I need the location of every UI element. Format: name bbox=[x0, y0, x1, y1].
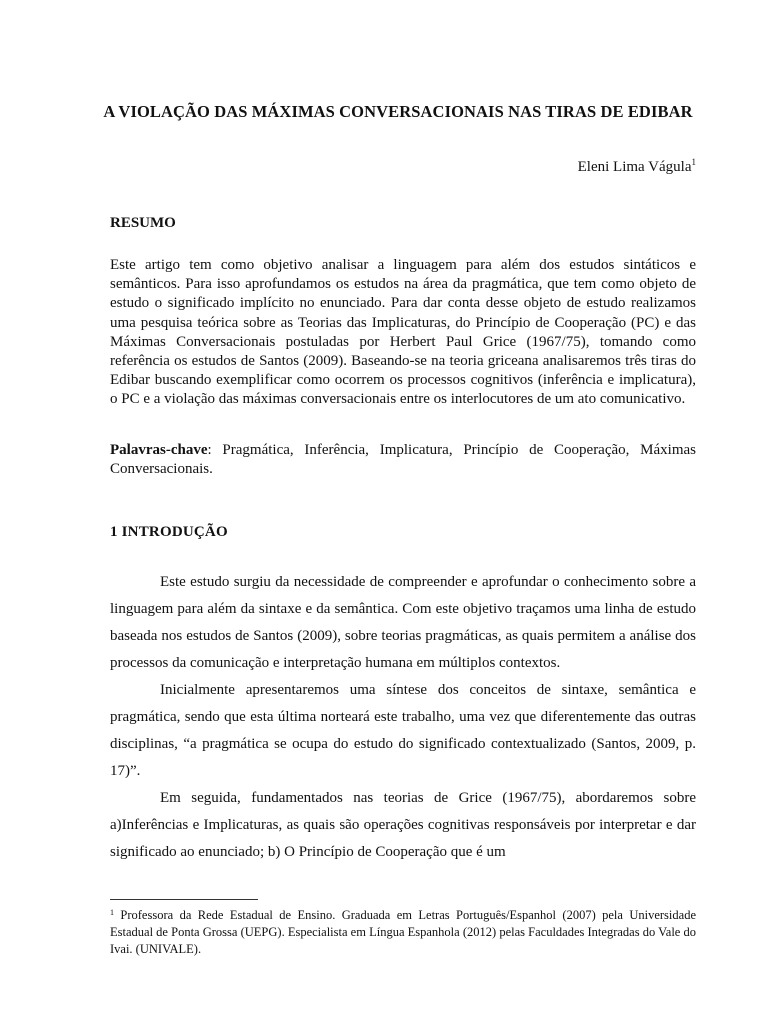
body-paragraph: Este estudo surgiu da necessidade de compreender e aprofundar o conhecimento sobre a linguagem para além da sintaxe e da semântica. Com este objetivo traçamos uma linha de estudo baseada nos estudos de Santos (2009), sobre teorias pragmáticas, as quais permitem a análise dos processos da comunicação e interpretação humana em múltiplos contextos. bbox=[110, 574, 696, 671]
abstract-heading: RESUMO bbox=[110, 215, 176, 231]
body-paragraph: Inicialmente apresentaremos uma síntese dos conceitos de sintaxe, semântica e pragmática, sendo que esta última norteará este trabalho, uma vez que diferentemente das outras disciplinas, “a pragmática se ocupa do estudo do significado contextualizado (Santos, 2009, p. 17)”. bbox=[110, 682, 696, 779]
keywords-list: : Pragmática, Inferência, Implicatura, Princípio de Cooperação, Máximas Conversacionais. bbox=[110, 442, 696, 478]
author-footnote-marker: 1 bbox=[691, 157, 696, 167]
footnote-separator bbox=[110, 899, 258, 900]
section-heading-introduction: 1 INTRODUÇÃO bbox=[110, 524, 228, 540]
footnote-marker: 1 bbox=[110, 908, 114, 917]
keywords bbox=[110, 441, 696, 479]
footnote-text: Professora da Rede Estadual de Ensino. Graduada em Letras Português/Espanhol (2007) pela Universidade Estadual de Ponta Grossa (UEPG). Especialista em Língua Espanhola (2012) pelas Faculdades Integradas do Vale do Ivai. (UNIVALE). bbox=[110, 908, 696, 956]
abstract-text: Este artigo tem como objetivo analisar a linguagem para além dos estudos sintáticos e semânticos. Para isso aprofundamos os estudos na área da pragmática, que tem como objeto de estudo o significado implícito no enunciado. Para dar conta desse objeto de estudo realizamos uma pesquisa teórica sobre as Teorias das Implicaturas, do Princípio de Cooperação (PC) e das Máximas Conversacionais postuladas por Herbert Paul Grice (1967/75), tomando como referência os estudos de Santos (2009). Baseando-se na teoria griceana analisaremos três tiras do Edibar buscando exemplificar como ocorrem os processos cognitivos (inferência e implicatura), o PC e a violação das máximas conversacionais entre os interlocutores de um ato comunicativo. bbox=[110, 257, 696, 408]
paper-title: A VIOLAÇÃO DAS MÁXIMAS CONVERSACIONAIS NAS TIRAS DE EDIBAR bbox=[103, 102, 693, 121]
author-name: Eleni Lima Vágula bbox=[577, 159, 692, 175]
keywords-label: Palavras-chave bbox=[110, 442, 208, 458]
footnote bbox=[110, 904, 696, 958]
author-line bbox=[578, 153, 696, 176]
introduction-body bbox=[110, 569, 696, 866]
body-paragraph: Em seguida, fundamentados nas teorias de Grice (1967/75), abordaremos sobre a)Inferências e Implicaturas, as quais são operações cognitivas responsáveis por interpretar e dar significado ao enunciado; b) O Princípio de Cooperação que é um bbox=[110, 790, 696, 860]
